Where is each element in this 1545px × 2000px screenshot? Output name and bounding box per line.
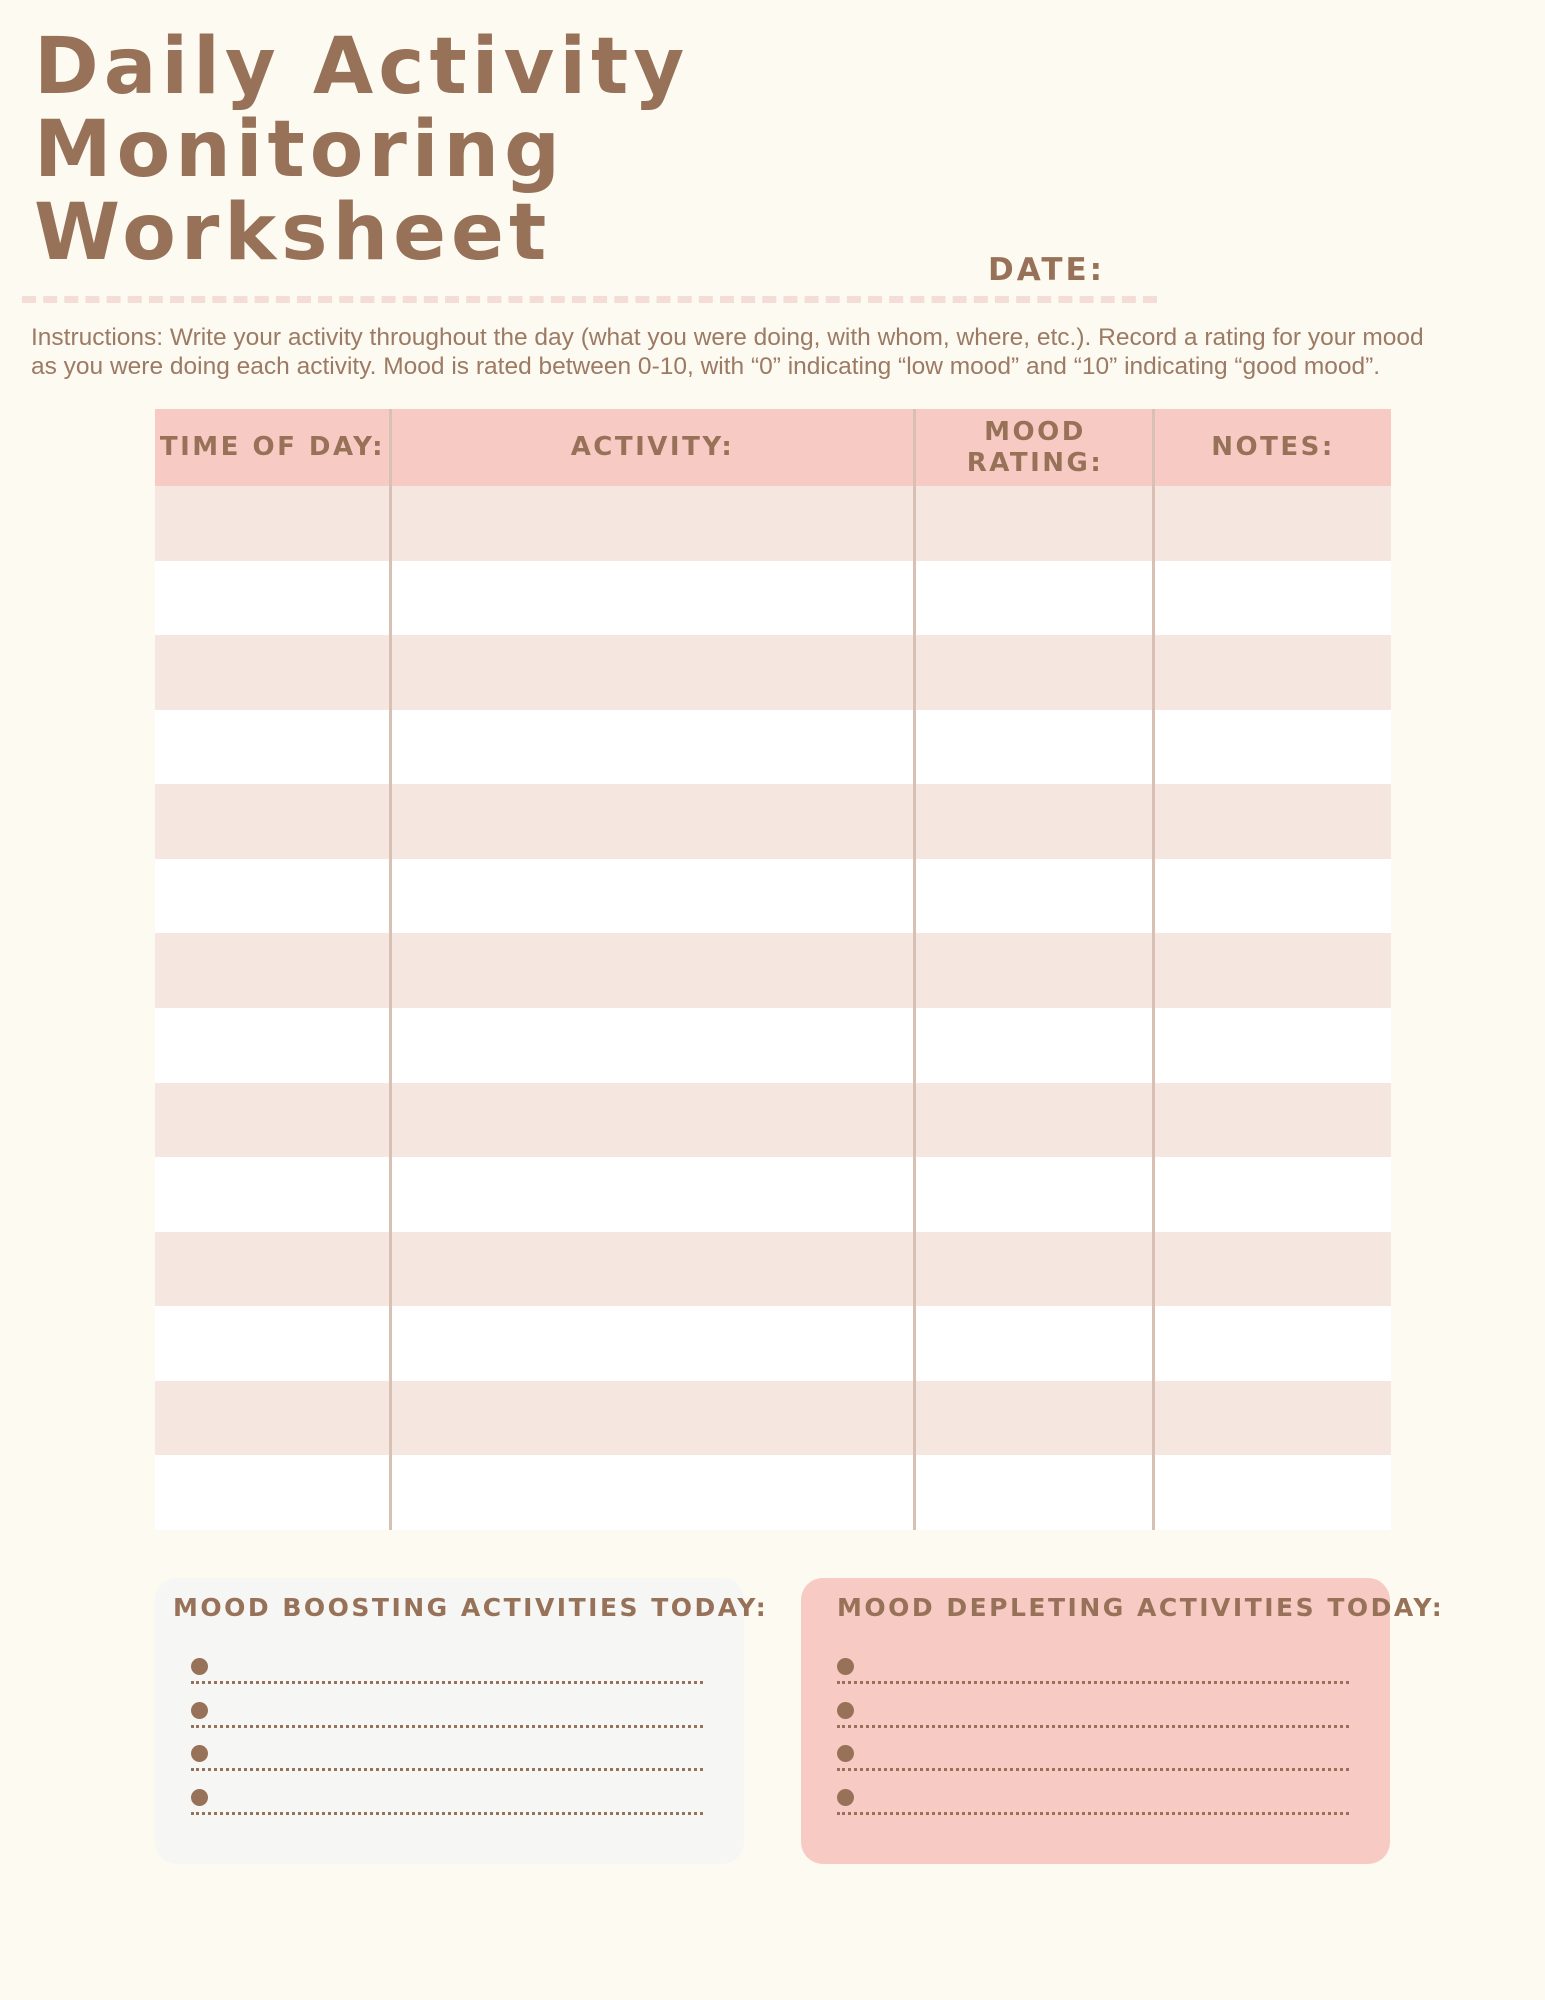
bullet-line[interactable]	[837, 1658, 1349, 1688]
dotted-write-line	[191, 1681, 703, 1684]
instructions-line-1: Instructions: Write your activity throughout the day (what you were doing, with whom, where, etc.). Record a rating for your mood	[31, 324, 1424, 351]
table-row[interactable]	[155, 859, 1391, 934]
table-row[interactable]	[155, 1306, 1391, 1381]
bullet-line[interactable]	[837, 1745, 1349, 1775]
table-row[interactable]	[155, 710, 1391, 785]
table-row[interactable]	[155, 561, 1391, 636]
instructions-line-2: as you were doing each activity. Mood is rated between 0-10, with “0” indicating “low mood” and “10” indicating “good mood”.	[31, 353, 1381, 380]
header-notes: NOTES:	[1211, 432, 1335, 462]
bullet-dot-icon	[837, 1789, 854, 1806]
header-mood-line-2: RATING:	[966, 447, 1104, 478]
dotted-write-line	[837, 1725, 1349, 1728]
bullet-dot-icon	[191, 1745, 208, 1762]
bullet-dot-icon	[191, 1789, 208, 1806]
dotted-write-line	[191, 1725, 703, 1728]
dotted-write-line	[837, 1768, 1349, 1771]
table-row[interactable]	[155, 1455, 1391, 1530]
bullet-line[interactable]	[191, 1702, 703, 1732]
table-row[interactable]	[155, 1157, 1391, 1232]
bullet-dot-icon	[837, 1702, 854, 1719]
table-row[interactable]	[155, 1381, 1391, 1456]
table-row[interactable]	[155, 486, 1391, 561]
dotted-write-line	[191, 1768, 703, 1771]
page-title	[34, 22, 690, 278]
title-line-2: Monitoring	[34, 105, 565, 195]
table-header	[155, 409, 1391, 486]
bullet-line[interactable]	[837, 1702, 1349, 1732]
title-line-1: Daily Activity	[34, 22, 690, 112]
bullet-dot-icon	[191, 1658, 208, 1675]
activity-table	[155, 409, 1391, 1530]
table-row[interactable]	[155, 1083, 1391, 1158]
header-mood-rating	[915, 409, 1155, 486]
bullet-dot-icon	[837, 1658, 854, 1675]
bullet-line[interactable]	[191, 1658, 703, 1688]
header-activity: ACTIVITY:	[570, 432, 735, 462]
bullet-line[interactable]	[191, 1745, 703, 1775]
date-label: DATE:	[988, 252, 1106, 288]
bullet-line[interactable]	[837, 1789, 1349, 1819]
dashed-divider	[22, 296, 1157, 303]
column-divider	[389, 409, 392, 1530]
dotted-write-line	[837, 1812, 1349, 1815]
header-time-of-day: TIME OF DAY:	[159, 432, 386, 462]
column-divider	[1152, 409, 1155, 1530]
table-row[interactable]	[155, 784, 1391, 859]
table-row[interactable]	[155, 933, 1391, 1008]
mood-boosting-title: MOOD BOOSTING ACTIVITIES TODAY:	[173, 1593, 769, 1622]
mood-boosting-box	[155, 1578, 769, 1864]
bullet-dot-icon	[837, 1745, 854, 1762]
dotted-write-line	[191, 1812, 703, 1815]
header-mood-line-1: MOOD	[984, 416, 1086, 447]
table-row[interactable]	[155, 1008, 1391, 1083]
bullet-line[interactable]	[191, 1789, 703, 1819]
bullet-dot-icon	[191, 1702, 208, 1719]
title-line-3: Worksheet	[34, 188, 552, 278]
column-divider	[913, 409, 916, 1530]
table-row[interactable]	[155, 1232, 1391, 1307]
mood-depleting-title: MOOD DEPLETING ACTIVITIES TODAY:	[837, 1593, 1445, 1622]
table-row[interactable]	[155, 635, 1391, 710]
instructions	[31, 323, 1521, 381]
mood-depleting-box	[801, 1578, 1445, 1864]
dotted-write-line	[837, 1681, 1349, 1684]
